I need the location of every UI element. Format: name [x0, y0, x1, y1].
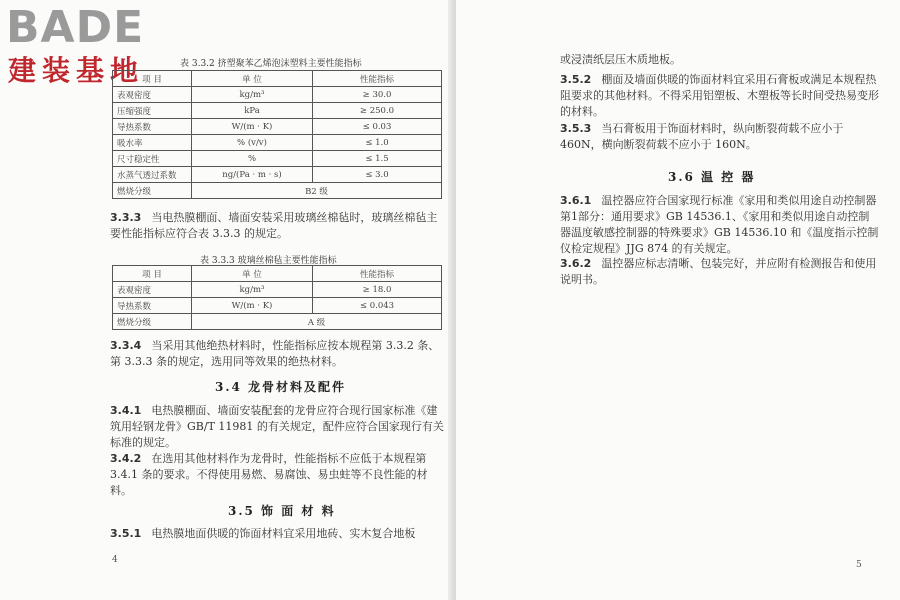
clause-number: 3.4.2 — [110, 452, 142, 465]
table-cell: ≤ 1.5 — [313, 151, 442, 167]
table-header-row — [113, 71, 442, 87]
table-cell: ≤ 0.03 — [313, 119, 442, 135]
clause-text: 当石膏板用于饰面材料时，纵向断裂荷载不应小于 460N，横向断裂荷载不应小于 160N。 — [560, 122, 844, 151]
page-number-right: 5 — [856, 560, 862, 570]
section-heading-3-5: 3.5 饰 面 材 料 — [228, 504, 336, 518]
table-cell: A 级 — [192, 314, 442, 330]
table-row — [113, 87, 442, 103]
right-page — [456, 0, 900, 600]
clause-number: 3.6.1 — [560, 194, 592, 207]
table-cell: 表观密度 — [113, 282, 192, 298]
paragraph-3-5-3 — [560, 121, 880, 153]
clause-number: 3.4.1 — [110, 404, 142, 417]
table-cell: kg/m³ — [192, 282, 313, 298]
table-cell: ≤ 0.043 — [313, 298, 442, 314]
table-3-3-3-caption: 表 3.3.3 玻璃丝棉毡主要性能指标 — [200, 256, 337, 266]
table-row — [113, 314, 442, 330]
clause-number: 3.3.4 — [110, 339, 142, 352]
clause-number: 3.5.1 — [110, 527, 142, 540]
page-number-left: 4 — [112, 555, 118, 565]
table-cell: 导热系数 — [113, 119, 192, 135]
clause-text: 棚面及墙面供暖的饰面材料宜采用石膏板或满足本规程热阻要求的其他材料。不得采用铝塑板、木塑板等长时间受热易变形的材料。 — [560, 73, 879, 118]
logo-subtitle: 建装基地 — [8, 54, 145, 87]
clause-text: 电热膜棚面、墙面安装配套的龙骨应符合现行国家标准《建筑用轻钢龙骨》GB/T 11981 的有关规定，配件应符合国家现行有关标准的规定。 — [110, 404, 444, 449]
header-cell: 单 位 — [192, 71, 313, 87]
header-cell: 单 位 — [192, 266, 313, 282]
table-row — [113, 298, 442, 314]
table-cell: % — [192, 151, 313, 167]
clause-number: 3.6.2 — [560, 257, 592, 270]
table-cell: ≥ 18.0 — [313, 282, 442, 298]
table-cell: kg/m³ — [192, 87, 313, 103]
paragraph-3-6-1 — [560, 193, 880, 257]
paragraph-3-5-1 — [110, 526, 455, 542]
clause-number: 3.3.3 — [110, 211, 142, 224]
paragraph-3-5-2 — [560, 72, 880, 120]
table-row — [113, 119, 442, 135]
table-row — [113, 135, 442, 151]
paragraph-3-6-2 — [560, 256, 880, 288]
clause-text: 在选用其他材料作为龙骨时，性能指标不应低于本规程第 3.4.1 条的要求。不得使用易燃、易腐蚀、易虫蛀等不良性能的材料。 — [110, 452, 428, 497]
paragraph-3-4-1 — [110, 403, 445, 451]
clause-text: 当电热膜棚面、墙面安装采用玻璃丝棉毡时，玻璃丝棉毡主要性能指标应符合表 3.3.3 的规定。 — [110, 211, 438, 240]
table-cell: 压缩强度 — [113, 103, 192, 119]
clause-text: 当采用其他绝热材料时，性能指标应按本规程第 3.3.2 条、第 3.3.3 条的规定，选用同等效果的绝热材料。 — [110, 339, 440, 368]
table-3-3-2-caption: 表 3.3.2 挤塑聚苯乙烯泡沫塑料主要性能指标 — [180, 59, 362, 69]
logo-word: BADE — [6, 2, 145, 53]
section-heading-3-6: 3.6 温 控 器 — [668, 170, 756, 184]
table-row — [113, 103, 442, 119]
table-cell: ≥ 250.0 — [313, 103, 442, 119]
table-cell: 燃烧分级 — [113, 314, 192, 330]
table-3-3-2 — [112, 70, 442, 199]
header-cell: 性能指标 — [313, 266, 442, 282]
table-cell: kPa — [192, 103, 313, 119]
table-row — [113, 167, 442, 183]
table-row — [113, 282, 442, 298]
table-cell: 吸水率 — [113, 135, 192, 151]
clause-number: 3.5.3 — [560, 122, 592, 135]
paragraph-3-3-4 — [110, 338, 445, 370]
table-cell: 水蒸气透过系数 — [113, 167, 192, 183]
paragraph-3-4-2 — [110, 451, 445, 499]
table-cell: 表观密度 — [113, 87, 192, 103]
header-cell: 性能指标 — [313, 71, 442, 87]
table-cell: ≤ 1.0 — [313, 135, 442, 151]
paragraph-3-3-3 — [110, 210, 445, 242]
section-heading-3-4: 3.4 龙骨材料及配件 — [215, 380, 347, 394]
table-cell: W/(m · K) — [192, 298, 313, 314]
clause-number: 3.5.2 — [560, 73, 592, 86]
table-cell: W/(m · K) — [192, 119, 313, 135]
header-cell: 项 目 — [113, 266, 192, 282]
table-cell: 燃烧分级 — [113, 183, 192, 199]
header-cell: 项 目 — [113, 71, 192, 87]
clause-text: 电热膜地面供暖的饰面材料宜采用地砖、实木复合地板 — [151, 527, 416, 540]
table-cell: ≤ 3.0 — [313, 167, 442, 183]
table-cell: ≥ 30.0 — [313, 87, 442, 103]
table-3-3-3 — [112, 265, 442, 330]
table-cell: B2 级 — [192, 183, 442, 199]
clause-text: 温控器应标志清晰、包装完好，并应附有检测报告和使用说明书。 — [560, 257, 877, 286]
paragraph-3-5-1-continued: 或浸渍纸层压木质地板。 — [560, 53, 681, 66]
table-cell: % (v/v) — [192, 135, 313, 151]
table-row — [113, 183, 442, 199]
table-cell: 导热系数 — [113, 298, 192, 314]
table-cell: 尺寸稳定性 — [113, 151, 192, 167]
clause-text: 温控器应符合国家现行标准《家用和类似用途自动控制器 第1部分：通用要求》GB 14536.1、《家用和类似用途自动控制器温度敏感控制器的特殊要求》GB 14536.10 和《温度指示控制仪检定规程》JJG 874 的有关规定。 — [560, 194, 879, 255]
table-row — [113, 151, 442, 167]
table-cell: ng/(Pa · m · s) — [192, 167, 313, 183]
table-header-row — [113, 266, 442, 282]
